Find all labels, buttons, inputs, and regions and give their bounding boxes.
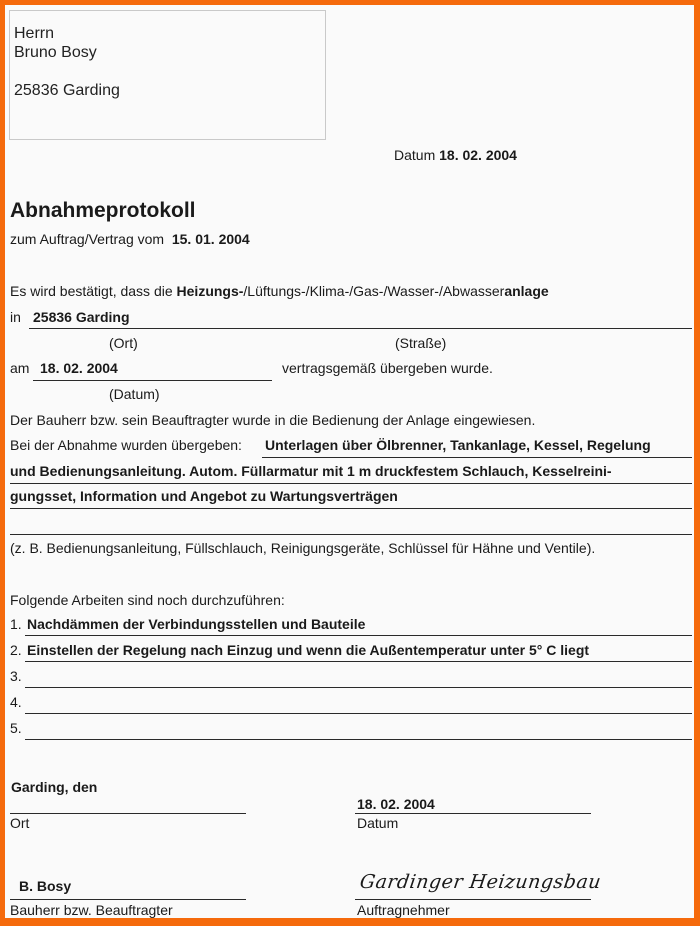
confirmation-heizungs: Heizungs- [176, 283, 244, 299]
date-line [394, 147, 517, 163]
work-item-text: Nachdämmen der Verbindungsstellen und Bauteile [27, 616, 366, 632]
handed-over-label: Bei der Abnahme wurden übergeben: [10, 437, 242, 453]
work-item-line [25, 661, 692, 662]
address-salutation: Herrn [14, 25, 55, 42]
order-label: zum Auftrag/Vertrag vom [10, 231, 165, 247]
date-value: 18. 02. 2004 [439, 147, 517, 163]
footer-date-value: 18. 02. 2004 [357, 796, 435, 812]
work-item-num: 2. [10, 642, 22, 658]
address-name: Bruno Bosy [14, 44, 97, 61]
work-item-line [25, 713, 692, 714]
am-label: am [10, 360, 30, 376]
location-line [29, 328, 692, 329]
order-line [10, 231, 250, 247]
footer-date-caption: Datum [357, 815, 399, 831]
work-item-text: Einstellen der Regelung nach Einzug und wenn die Außentemperatur unter 5° C liegt [27, 642, 590, 658]
handover-text: vertragsgemäß übergeben wurde. [282, 360, 493, 376]
confirmation-middle: /Lüftungs-/Klima-/Gas-/Wasser-/Abwasser [243, 283, 505, 299]
address-city: 25836 Garding [14, 82, 120, 99]
handover-date-line [33, 380, 272, 381]
footer-place-line [10, 813, 246, 814]
in-label: in [10, 309, 21, 325]
page-title: Abnahmeprotokoll [10, 199, 196, 222]
contractor-signature: Gardinger Heizungsbau [358, 871, 603, 893]
work-item-line [25, 635, 692, 636]
work-item-num: 3. [10, 668, 22, 684]
handed-over-rule2 [10, 483, 692, 484]
strasse-caption: (Straße) [395, 335, 447, 351]
contractor-caption: Auftragnehmer [357, 902, 450, 918]
work-item-num: 4. [10, 694, 22, 710]
order-date: 15. 01. 2004 [171, 231, 250, 247]
address-window [9, 10, 326, 140]
work-item-line [25, 687, 692, 688]
work-item-num: 5. [10, 720, 22, 736]
contractor-signature-line [355, 899, 591, 900]
client-signature-line [10, 899, 246, 900]
handed-over-line3: gungsset, Information und Angebot zu Wartungsverträgen [10, 488, 398, 504]
location-value: 25836 Garding [33, 309, 130, 325]
footer-place-value: Garding, den [11, 779, 98, 795]
client-signature: B. Bosy [19, 878, 72, 894]
client-caption: Bauherr bzw. Beauftragter [10, 902, 173, 918]
work-item-num: 1. [10, 616, 22, 632]
work-item-line [25, 739, 692, 740]
handover-date: 18. 02. 2004 [40, 360, 118, 376]
work-heading: Folgende Arbeiten sind noch durchzuführen: [10, 592, 285, 608]
handed-over-rule4 [10, 534, 692, 535]
handed-over-line2: und Bedienungsanleitung. Autom. Füllarmatur mit 1 m druckfestem Schlauch, Kesselreini- [10, 463, 612, 479]
handed-over-line1: Unterlagen über Ölbrenner, Tankanlage, Kessel, Regelung [265, 437, 651, 453]
datum-caption: (Datum) [109, 386, 160, 402]
confirmation-anlage: anlage [504, 283, 549, 299]
handed-over-example: (z. B. Bedienungsanleitung, Füllschlauch, Reinigungsgeräte, Schlüssel für Hähne und Ventile). [10, 540, 596, 556]
confirmation-text [10, 283, 549, 299]
confirmation-prefix: Es wird bestätigt, dass die [10, 283, 173, 299]
date-label: Datum [394, 147, 436, 163]
instruction-text: Der Bauherr bzw. sein Beauftragter wurde in die Bedienung der Anlage eingewiesen. [10, 412, 536, 428]
handed-over-rule1 [262, 457, 692, 458]
footer-place-caption: Ort [10, 815, 30, 831]
handed-over-rule3 [10, 508, 692, 509]
footer-date-line [355, 813, 591, 814]
document-page [5, 5, 694, 918]
ort-caption: (Ort) [109, 335, 138, 351]
